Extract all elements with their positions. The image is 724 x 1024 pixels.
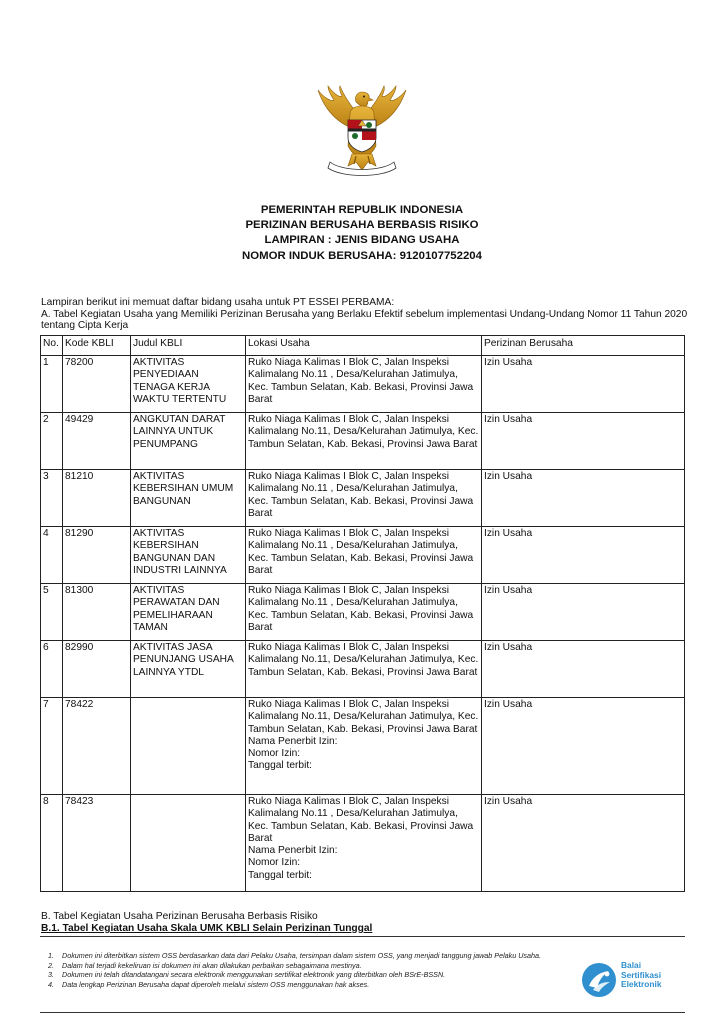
lokasi-penerbit: Nama Penerbit Izin: bbox=[248, 735, 338, 747]
cell-no: 3 bbox=[41, 470, 63, 527]
lokasi-line: Ruko Niaga Kalimas I Blok C, Jalan Inspeksi Kalimalang No.11, Desa/Kelurahan Jatimulya, Kec. Tambun Selatan, Kab. Bekasi, Provinsi Jawa Barat bbox=[248, 414, 479, 450]
cell-izin: Izin Usaha bbox=[482, 584, 685, 641]
cell-kode: 78422 bbox=[63, 698, 131, 795]
col-header-no: No. bbox=[41, 336, 63, 356]
cell-no: 7 bbox=[41, 698, 63, 795]
cell-lokasi bbox=[246, 698, 482, 795]
lokasi-tanggal-terbit: Tanggal terbit: bbox=[248, 869, 312, 881]
lokasi-tanggal-terbit: Tanggal terbit: bbox=[248, 760, 312, 772]
lokasi-line: Ruko Niaga Kalimas I Blok C, Jalan Inspeksi Kalimalang No.11, Desa/Kelurahan Jatimulya, Kec. Tambun Selatan, Kab. Bekasi, Provinsi Jawa Barat bbox=[248, 699, 479, 735]
cell-no: 5 bbox=[41, 584, 63, 641]
cell-judul: AKTIVITAS KEBERSIHAN BANGUNAN DAN INDUSTRI LAINNYA bbox=[131, 527, 246, 584]
note-number: 2. bbox=[48, 960, 54, 970]
lokasi-line: Ruko Niaga Kalimas I Blok C, Jalan Inspeksi Kalimalang No.11 , Desa/Kelurahan Jatimulya, Kec. Tambun Selatan, Kab. Bekasi, Provinsi Jawa Barat bbox=[248, 357, 474, 405]
cell-lokasi bbox=[246, 584, 482, 641]
header-attachment: LAMPIRAN : JENIS BIDANG USAHA bbox=[264, 234, 460, 247]
intro-line-company: Lampiran berikut ini memuat daftar bidang usaha untuk PT ESSEI PERBAMA: bbox=[41, 297, 395, 308]
cell-judul: AKTIVITAS PERAWATAN DAN PEMELIHARAAN TAMAN bbox=[131, 584, 246, 641]
intro-text bbox=[41, 297, 691, 332]
cell-izin: Izin Usaha bbox=[482, 527, 685, 584]
header-licensing: PERIZINAN BERUSAHA BERBASIS RISIKO bbox=[245, 219, 479, 232]
cell-judul bbox=[131, 698, 246, 795]
cell-lokasi bbox=[246, 795, 482, 892]
cell-judul: AKTIVITAS PENYEDIAAN TENAGA KERJA WAKTU TERTENTU bbox=[131, 356, 246, 413]
bsre-line-1: Balai bbox=[621, 960, 642, 970]
cell-kode: 78423 bbox=[63, 795, 131, 892]
cell-izin: Izin Usaha bbox=[482, 413, 685, 470]
garuda-pancasila-icon bbox=[312, 84, 412, 180]
header-government: PEMERINTAH REPUBLIK INDONESIA bbox=[260, 204, 464, 216]
lokasi-line: Ruko Niaga Kalimas I Blok C, Jalan Inspeksi Kalimalang No.11 , Desa/Kelurahan Jatimulya, Kec. Tambun Selatan, Kab. Bekasi, Provinsi Jawa Barat bbox=[248, 585, 474, 633]
cell-kode: 81300 bbox=[63, 584, 131, 641]
note-text: Data lengkap Perizinan Berusaha dapat diperoleh melalui sistem OSS menggunakan hak akses. bbox=[62, 979, 370, 989]
cell-judul: ANGKUTAN DARAT LAINNYA UNTUK PENUMPANG bbox=[131, 413, 246, 470]
lokasi-penerbit: Nama Penerbit Izin: bbox=[248, 845, 338, 857]
table-row bbox=[41, 584, 685, 641]
header-nib: NOMOR INDUK BERUSAHA: 9120107752204 bbox=[242, 249, 482, 262]
cell-no: 1 bbox=[41, 356, 63, 413]
section-b1-title: B.1. Tabel Kegiatan Usaha Skala UMK KBLI Selain Perizinan Tunggal bbox=[41, 923, 373, 934]
col-header-kode: Kode KBLI bbox=[63, 336, 131, 356]
col-header-judul: Judul KBLI bbox=[131, 336, 246, 356]
note-text: Dokumen ini diterbitkan sistem OSS berdasarkan data dari Pelaku Usaha, tersimpan dalam sistem OSS, yang menjadi tanggung jawab Pelaku Usaha. bbox=[62, 951, 542, 960]
cell-kode: 81210 bbox=[63, 470, 131, 527]
footer-notes bbox=[48, 951, 593, 989]
table-row bbox=[41, 795, 685, 892]
cell-lokasi bbox=[246, 413, 482, 470]
document-footer bbox=[40, 936, 685, 1013]
lokasi-nomor-izin: Nomor Izin: bbox=[248, 857, 301, 869]
table-header-row bbox=[41, 336, 685, 356]
cell-no: 4 bbox=[41, 527, 63, 584]
cell-lokasi bbox=[246, 356, 482, 413]
cell-kode: 81290 bbox=[63, 527, 131, 584]
cell-lokasi bbox=[246, 470, 482, 527]
lokasi-line: Ruko Niaga Kalimas I Blok C, Jalan Inspeksi Kalimalang No.11 , Desa/Kelurahan Jatimulya, Kec. Tambun Selatan, Kab. Bekasi, Provinsi Jawa Barat bbox=[248, 471, 474, 519]
footer-note bbox=[48, 961, 593, 971]
cell-izin: Izin Usaha bbox=[482, 470, 685, 527]
cell-izin: Izin Usaha bbox=[482, 356, 685, 413]
cell-lokasi bbox=[246, 641, 482, 698]
note-number: 3. bbox=[48, 970, 54, 980]
bsre-line-2: Sertifikasi bbox=[621, 969, 662, 980]
cell-kode: 49429 bbox=[63, 413, 131, 470]
cell-no: 2 bbox=[41, 413, 63, 470]
cell-izin: Izin Usaha bbox=[482, 795, 685, 892]
bsre-line-3: Elektronik bbox=[621, 979, 662, 990]
bsre-logo-icon bbox=[581, 962, 617, 998]
lokasi-line: Ruko Niaga Kalimas I Blok C, Jalan Inspeksi Kalimalang No.11 , Desa/Kelurahan Jatimulya, Kec. Tambun Selatan, Kab. Bekasi, Provinsi Jawa Barat bbox=[248, 796, 474, 844]
kbli-table bbox=[40, 335, 685, 892]
col-header-izin: Perizinan Berusaha bbox=[482, 336, 685, 356]
bsre-label bbox=[621, 961, 662, 990]
bsre-badge bbox=[579, 958, 675, 1000]
cell-kode: 82990 bbox=[63, 641, 131, 698]
cell-judul: AKTIVITAS JASA PENUNJANG USAHA LAINNYA YTDL bbox=[131, 641, 246, 698]
table-row bbox=[41, 698, 685, 795]
lokasi-nomor-izin: Nomor Izin: bbox=[248, 748, 301, 760]
note-number: 1. bbox=[48, 951, 54, 960]
cell-kode: 78200 bbox=[63, 356, 131, 413]
intro-line-table-a: A. Tabel Kegiatan Usaha yang Memiliki Perizinan Berusaha yang Berlaku Efektif sebelum implementasi Undang-Undang Nomor 11 Tahun 2020 tentang Cipta Kerja bbox=[41, 308, 688, 332]
section-b-title: B. Tabel Kegiatan Usaha Perizinan Berusaha Berbasis Risiko bbox=[41, 911, 318, 922]
footer-note bbox=[48, 951, 593, 961]
cell-lokasi bbox=[246, 527, 482, 584]
note-text: Dalam hal terjadi kekeliruan isi dokumen ini akan dilakukan perbaikan sebagaimana mestinya. bbox=[62, 960, 362, 970]
col-header-lokasi: Lokasi Usaha bbox=[246, 336, 482, 356]
cell-judul: AKTIVITAS KEBERSIHAN UMUM BANGUNAN bbox=[131, 470, 246, 527]
table-row bbox=[41, 413, 685, 470]
lokasi-line: Ruko Niaga Kalimas I Blok C, Jalan Inspeksi Kalimalang No.11, Desa/Kelurahan Jatimulya, Kec. Tambun Selatan, Kab. Bekasi, Provinsi Jawa Barat bbox=[248, 642, 479, 678]
table-row bbox=[41, 470, 685, 527]
cell-izin: Izin Usaha bbox=[482, 698, 685, 795]
footer-note bbox=[48, 970, 593, 980]
lokasi-line: Ruko Niaga Kalimas I Blok C, Jalan Inspeksi Kalimalang No.11 , Desa/Kelurahan Jatimulya, Kec. Tambun Selatan, Kab. Bekasi, Provinsi Jawa Barat bbox=[248, 528, 474, 576]
table-row bbox=[41, 527, 685, 584]
cell-no: 6 bbox=[41, 641, 63, 698]
table-row bbox=[41, 641, 685, 698]
note-number: 4. bbox=[48, 979, 54, 989]
cell-izin: Izin Usaha bbox=[482, 641, 685, 698]
document-header bbox=[0, 203, 724, 264]
note-text: Dokumen ini telah ditandatangani secara elektronik menggunakan sertifikat elektronik yang diterbitkan oleh BSrE-BSSN. bbox=[62, 970, 446, 980]
footer-note bbox=[48, 980, 593, 990]
table-row bbox=[41, 356, 685, 413]
cell-no: 8 bbox=[41, 795, 63, 892]
cell-judul bbox=[131, 795, 246, 892]
